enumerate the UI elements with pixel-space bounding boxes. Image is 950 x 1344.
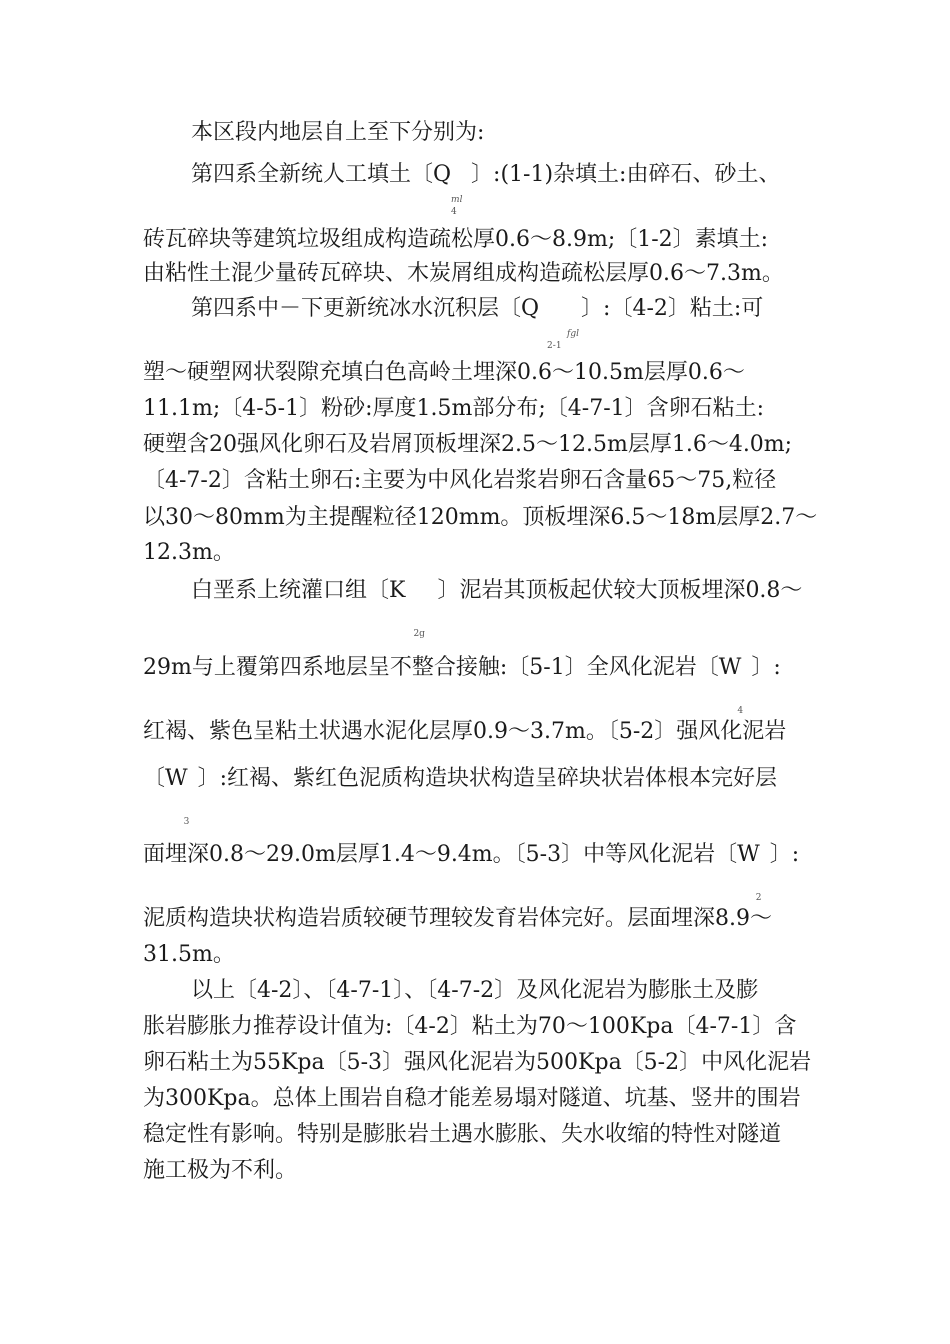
- text-line: 胀岩膨胀力推荐设计值为:〔4-2〕粘土为70～100Kpa〔4-7-1〕含: [143, 1014, 797, 1039]
- text-line: 〔4-7-2〕含粘土卵石:主要为中风化岩浆岩卵石含量65～75,粒径: [143, 468, 777, 493]
- paragraph-cretaceous: 白垩系上统灌口组〔K 2g 〕泥岩其顶板起伏较大顶板埋深0.8～: [191, 578, 803, 639]
- text-line: 泥质构造块状构造岩质较硬节理较发育岩体完好。层面埋深8.9～: [143, 906, 772, 931]
- text-line: 面埋深0.8～29.0m层厚1.4～9.4m。〔5-3〕中等风化泥岩〔W 2 〕:: [143, 842, 800, 903]
- text-line: 砖瓦碎块等建筑垃圾组成构造疏松厚0.6～8.9m;〔1-2〕素填土:: [143, 227, 769, 252]
- text-line: 稳定性有影响。特别是膨胀岩土遇水膨胀、失水收缩的特性对隧道: [143, 1122, 782, 1147]
- text-line: 卵石粘土为55Kpa〔5-3〕强风化泥岩为500Kpa〔5-2〕中风化泥岩: [143, 1050, 812, 1075]
- paragraph-quaternary-fill: 第四系全新统人工填土〔Q ml 4 〕:(1-1)杂填土:由碎石、砂土、: [191, 162, 781, 217]
- text-line: 以30～80mm为主提醒粒径120mm。顶板埋深6.5～18m层厚2.7～: [143, 505, 818, 530]
- paragraph-quaternary-glacial: 第四系中－下更新统冰水沉积层〔Q fgl 2-1 〕:〔4-2〕粘土:可: [191, 296, 764, 351]
- text-line: 为300Kpa。总体上围岩自稳才能差易塌对隧道、坑基、竖井的围岩: [143, 1086, 801, 1111]
- text-line: 硬塑含20强风化卵石及岩屑顶板埋深2.5～12.5m层厚1.6～4.0m;: [143, 432, 793, 457]
- text-line: 11.1m;〔4-5-1〕粉砂:厚度1.5m部分布;〔4-7-1〕含卵石粘土:: [143, 396, 765, 421]
- text-line: 12.3m。: [143, 540, 235, 565]
- text-line: 29m与上覆第四系地层呈不整合接触:〔5-1〕全风化泥岩〔W 4 〕:: [143, 655, 781, 716]
- paragraph-intro: 本区段内地层自上至下分别为:: [191, 120, 485, 145]
- paragraph-expansive-soil: 以上〔4-2〕、〔4-7-1〕、〔4-7-2〕及风化泥岩为膨胀土及膨: [191, 978, 759, 1003]
- text-line: 〔W 3 〕:红褐、紫红色泥质构造块状构造呈碎块状岩体根本完好层: [143, 766, 778, 827]
- text-line: 由粘性土混少量砖瓦碎块、木炭屑组成构造疏松层厚0.6～7.3m。: [143, 261, 784, 286]
- text-line: 31.5m。: [143, 942, 235, 967]
- text-line: 施工极为不利。: [143, 1158, 298, 1183]
- text-line: 塑～硬塑网状裂隙充填白色高岭土埋深0.6～10.5m层厚0.6～: [143, 360, 745, 385]
- text-line: 红褐、紫色呈粘土状遇水泥化层厚0.9～3.7m。〔5-2〕强风化泥岩: [143, 719, 787, 744]
